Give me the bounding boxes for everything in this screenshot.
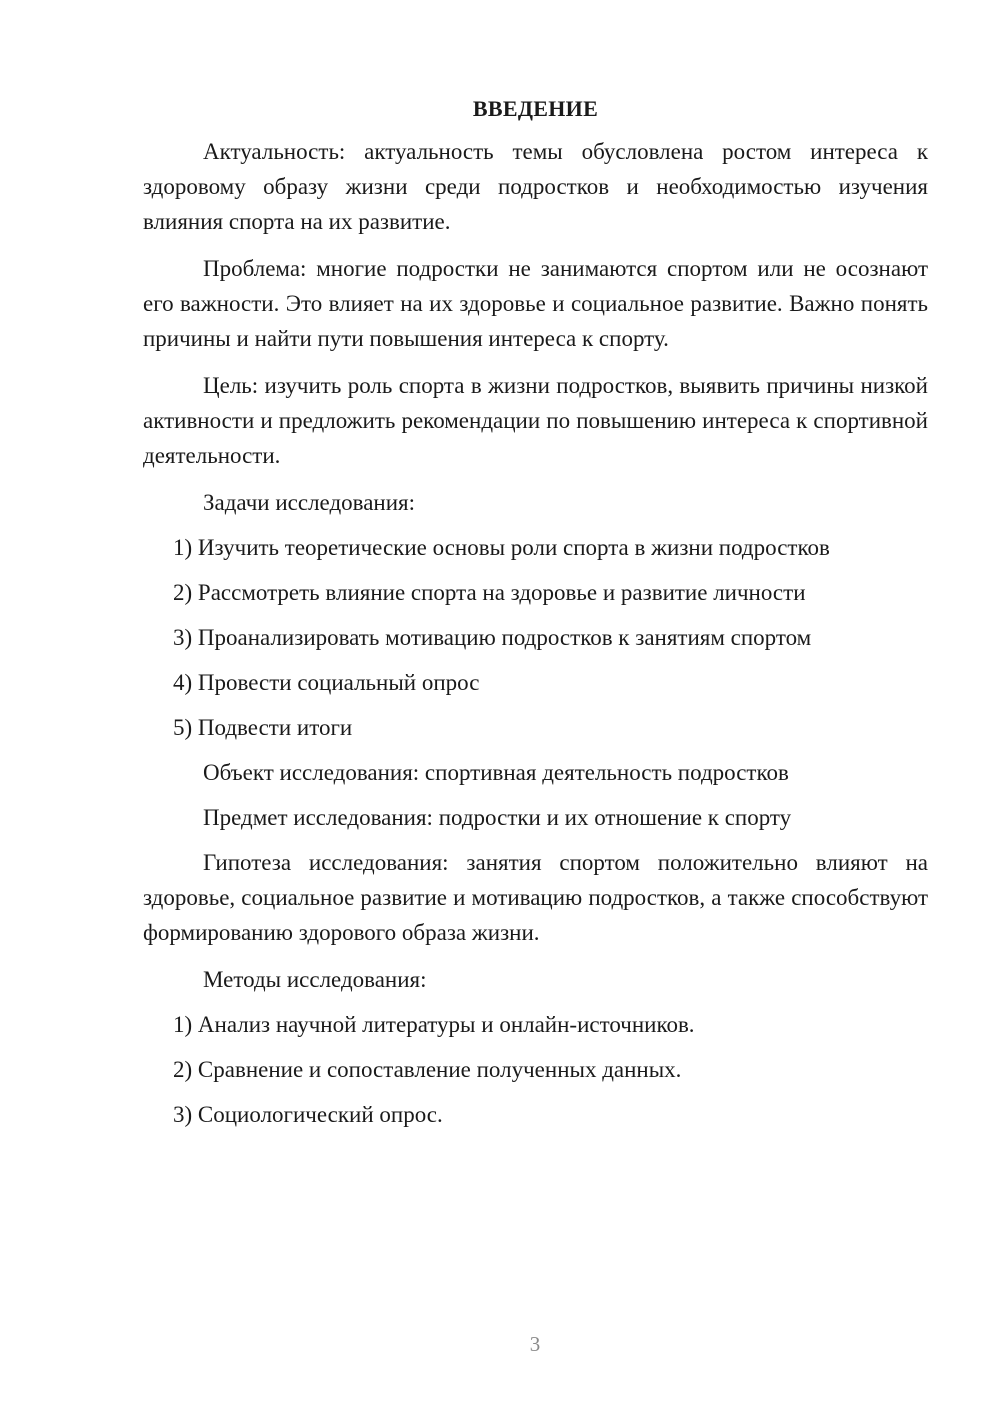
section-title: ВВЕДЕНИЕ xyxy=(472,96,599,121)
page-content xyxy=(143,94,928,1142)
tasks-list xyxy=(143,530,928,745)
method-item: 2) Сравнение и сопоставление полученных данных. xyxy=(173,1057,682,1082)
relevance-paragraph: Актуальность: актуальность темы обусловлена ростом интереса к здоровому образу жизни среди подростков и необходимостью изучения влияния спорта на их развитие. xyxy=(143,139,928,234)
task-item: 3) Проанализировать мотивацию подростков к занятиям спортом xyxy=(173,625,812,650)
research-subject: Предмет исследования: подростки и их отношение к спорту xyxy=(203,805,792,830)
goal-paragraph: Цель: изучить роль спорта в жизни подростков, выявить причины низкой активности и предложить рекомендации по повышению интереса к спортивной деятельности. xyxy=(143,373,928,468)
task-item: 1) Изучить теоретические основы роли спорта в жизни подростков xyxy=(173,535,830,560)
task-item: 2) Рассмотреть влияние спорта на здоровье и развитие личности xyxy=(173,580,806,605)
hypothesis-paragraph: Гипотеза исследования: занятия спортом положительно влияют на здоровье, социальное развитие и мотивацию подростков, а также способствуют формированию здорового образа жизни. xyxy=(143,850,928,945)
task-item: 5) Подвести итоги xyxy=(173,715,353,740)
tasks-heading: Задачи исследования: xyxy=(203,490,416,515)
methods-list xyxy=(143,1007,928,1132)
task-item: 4) Провести социальный опрос xyxy=(173,670,480,695)
method-item: 1) Анализ научной литературы и онлайн-источников. xyxy=(173,1012,695,1037)
page-number: 3 xyxy=(529,1332,541,1356)
problem-paragraph: Проблема: многие подростки не занимаются спортом или не осознают его важности. Это влияет на их здоровье и социальное развитие. Важно понять причины и найти пути повышения интереса к спорту. xyxy=(143,256,928,351)
research-object: Объект исследования: спортивная деятельность подростков xyxy=(203,760,789,785)
methods-heading: Методы исследования: xyxy=(203,967,427,992)
method-item: 3) Социологический опрос. xyxy=(173,1102,443,1127)
